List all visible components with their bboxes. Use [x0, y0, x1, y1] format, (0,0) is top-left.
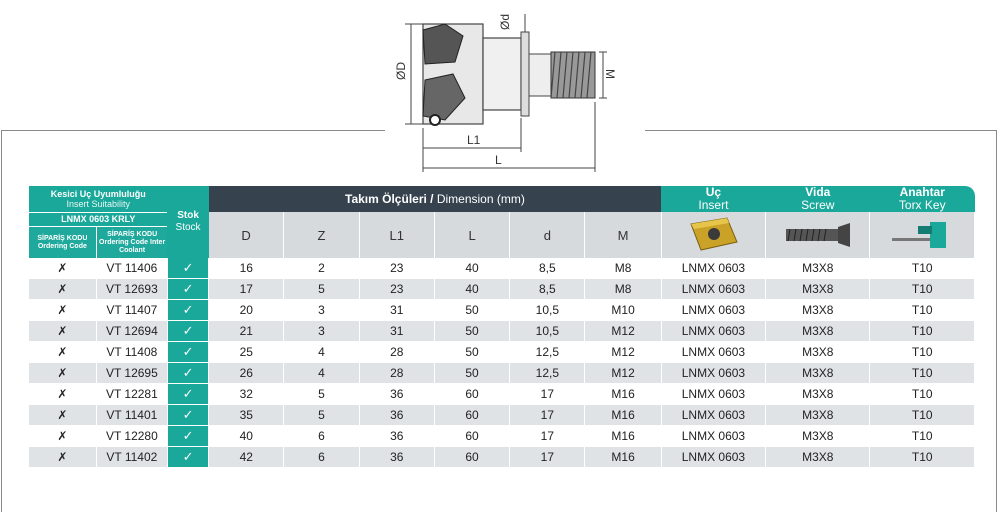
insert-cell: LNMX 0603	[661, 363, 765, 384]
d-outer-cell: 32	[209, 384, 284, 405]
stock-cell: ✓	[167, 363, 208, 384]
m-cell: M16	[585, 426, 661, 447]
m-cell: M12	[585, 342, 661, 363]
l1-cell: 36	[359, 405, 434, 426]
screw-cell: M3X8	[766, 363, 870, 384]
z-cell: 2	[284, 258, 359, 279]
l1-cell: 31	[359, 300, 434, 321]
l-cell: 50	[434, 363, 509, 384]
z-cell: 5	[284, 405, 359, 426]
stock-cell: ✓	[167, 384, 208, 405]
table-row	[29, 342, 975, 363]
l-cell: 60	[434, 384, 509, 405]
z-cell: 4	[284, 363, 359, 384]
ordering-code-cell: VT 12695	[96, 363, 167, 384]
l-cell: 50	[434, 321, 509, 342]
d-outer-cell: 40	[209, 426, 284, 447]
stock-cell: ✓	[167, 279, 208, 300]
z-cell: 3	[284, 321, 359, 342]
table-row	[29, 447, 975, 468]
key-cell: T10	[870, 300, 975, 321]
screw-cell: M3X8	[766, 300, 870, 321]
col-d-shank: d	[510, 212, 585, 258]
ordering-code-coolant-header: SİPARİŞ KODU Ordering Code Inter Coolant	[96, 227, 167, 258]
d-shank-cell: 12,5	[510, 363, 585, 384]
insert-cell: LNMX 0603	[661, 426, 765, 447]
table-row	[29, 300, 975, 321]
screw-cell: M3X8	[766, 384, 870, 405]
z-cell: 5	[284, 384, 359, 405]
spec-table	[29, 186, 975, 468]
ordering-code-cell: VT 12280	[96, 426, 167, 447]
d-outer-cell: 26	[209, 363, 284, 384]
insert-suit-cell: ✗	[29, 258, 96, 279]
d-shank-cell: 10,5	[510, 321, 585, 342]
l1-cell: 36	[359, 426, 434, 447]
l1-cell: 28	[359, 342, 434, 363]
insert-cell: LNMX 0603	[661, 279, 765, 300]
l1-cell: 36	[359, 447, 434, 468]
insert-suit-cell: ✗	[29, 342, 96, 363]
d-shank-cell: 8,5	[510, 258, 585, 279]
tool-drawing-svg	[385, 2, 645, 178]
insert-cell: LNMX 0603	[661, 321, 765, 342]
ordering-code-cell: VT 12694	[96, 321, 167, 342]
key-cell: T10	[870, 279, 975, 300]
insert-suit-cell: ✗	[29, 426, 96, 447]
dimension-header: Takım Ölçüleri / Dimension (mm)	[209, 186, 662, 212]
key-header: Anahtar Torx Key	[870, 186, 975, 212]
l1-cell: 36	[359, 384, 434, 405]
torx-key-icon	[882, 216, 962, 252]
insert-icon	[683, 214, 743, 254]
l1-cell: 28	[359, 363, 434, 384]
l1-cell: 23	[359, 258, 434, 279]
z-cell: 3	[284, 300, 359, 321]
key-cell: T10	[870, 258, 975, 279]
m-cell: M12	[585, 363, 661, 384]
insert-cell: LNMX 0603	[661, 405, 765, 426]
torx-key-image	[870, 212, 975, 258]
table-row	[29, 384, 975, 405]
col-l1: L1	[359, 212, 434, 258]
d-outer-cell: 42	[209, 447, 284, 468]
z-cell: 5	[284, 279, 359, 300]
screw-cell: M3X8	[766, 426, 870, 447]
ordering-code-cell: VT 11408	[96, 342, 167, 363]
d-shank-cell: 17	[510, 384, 585, 405]
screw-cell: M3X8	[766, 321, 870, 342]
l-cell: 60	[434, 447, 509, 468]
m-cell: M16	[585, 405, 661, 426]
table-row	[29, 321, 975, 342]
insert-suit-cell: ✗	[29, 447, 96, 468]
label-m: M	[603, 69, 617, 79]
stock-cell: ✓	[167, 447, 208, 468]
insert-cell: LNMX 0603	[661, 258, 765, 279]
label-l: L	[495, 153, 502, 167]
insert-suit-cell: ✗	[29, 363, 96, 384]
table-row	[29, 426, 975, 447]
tool-drawing	[385, 2, 645, 178]
l1-cell: 23	[359, 279, 434, 300]
ordering-code-cell: VT 11402	[96, 447, 167, 468]
col-l: L	[434, 212, 509, 258]
ordering-code-cell: VT 12693	[96, 279, 167, 300]
z-cell: 6	[284, 426, 359, 447]
d-outer-cell: 20	[209, 300, 284, 321]
screw-cell: M3X8	[766, 258, 870, 279]
screw-cell: M3X8	[766, 447, 870, 468]
key-cell: T10	[870, 405, 975, 426]
insert-image	[661, 212, 765, 258]
insert-cell: LNMX 0603	[661, 447, 765, 468]
col-m: M	[585, 212, 661, 258]
table-row	[29, 405, 975, 426]
d-shank-cell: 17	[510, 447, 585, 468]
insert-cell: LNMX 0603	[661, 384, 765, 405]
ordering-code-cell: VT 11401	[96, 405, 167, 426]
label-d-shank: Ød	[498, 13, 512, 30]
d-outer-cell: 35	[209, 405, 284, 426]
insert-suitability-header: Kesici Uç Uyumluluğu Insert Suitability	[29, 186, 167, 212]
z-cell: 4	[284, 342, 359, 363]
stock-cell: ✓	[167, 258, 208, 279]
col-d-outer: D	[209, 212, 284, 258]
ordering-code-cell: VT 11407	[96, 300, 167, 321]
d-shank-cell: 8,5	[510, 279, 585, 300]
stock-cell: ✓	[167, 405, 208, 426]
screw-image	[766, 212, 870, 258]
stock-cell: ✓	[167, 342, 208, 363]
key-cell: T10	[870, 342, 975, 363]
screw-icon	[778, 219, 858, 249]
label-l1: L1	[467, 133, 481, 147]
l-cell: 50	[434, 342, 509, 363]
screw-cell: M3X8	[766, 405, 870, 426]
d-shank-cell: 17	[510, 405, 585, 426]
insert-suit-cell: ✗	[29, 405, 96, 426]
m-cell: M12	[585, 321, 661, 342]
d-outer-cell: 25	[209, 342, 284, 363]
stock-cell: ✓	[167, 321, 208, 342]
col-z: Z	[284, 212, 359, 258]
key-cell: T10	[870, 384, 975, 405]
insert-suit-cell: ✗	[29, 321, 96, 342]
stock-header: Stok Stock	[167, 186, 208, 258]
table-row	[29, 258, 975, 279]
d-shank-cell: 12,5	[510, 342, 585, 363]
d-outer-cell: 16	[209, 258, 284, 279]
insert-header: Uç Insert	[661, 186, 765, 212]
insert-suit-cell: ✗	[29, 300, 96, 321]
key-cell: T10	[870, 321, 975, 342]
stock-cell: ✓	[167, 300, 208, 321]
screw-header: Vida Screw	[766, 186, 870, 212]
m-cell: M10	[585, 300, 661, 321]
insert-code: LNMX 0603 KRLY	[29, 212, 167, 227]
m-cell: M16	[585, 384, 661, 405]
key-cell: T10	[870, 426, 975, 447]
insert-suit-cell: ✗	[29, 279, 96, 300]
l-cell: 40	[434, 279, 509, 300]
m-cell: M8	[585, 258, 661, 279]
ordering-code-cell: VT 12281	[96, 384, 167, 405]
label-d-outer: ØD	[394, 62, 408, 80]
insert-cell: LNMX 0603	[661, 342, 765, 363]
table-row	[29, 279, 975, 300]
key-cell: T10	[870, 447, 975, 468]
screw-cell: M3X8	[766, 279, 870, 300]
l-cell: 40	[434, 258, 509, 279]
stock-cell: ✓	[167, 426, 208, 447]
table-row	[29, 363, 975, 384]
screw-cell: M3X8	[766, 342, 870, 363]
l-cell: 50	[434, 300, 509, 321]
m-cell: M16	[585, 447, 661, 468]
ordering-code-cell: VT 11406	[96, 258, 167, 279]
d-shank-cell: 10,5	[510, 300, 585, 321]
insert-suit-cell: ✗	[29, 384, 96, 405]
l-cell: 60	[434, 426, 509, 447]
d-outer-cell: 21	[209, 321, 284, 342]
l-cell: 60	[434, 405, 509, 426]
l1-cell: 31	[359, 321, 434, 342]
d-shank-cell: 17	[510, 426, 585, 447]
z-cell: 6	[284, 447, 359, 468]
key-cell: T10	[870, 363, 975, 384]
m-cell: M8	[585, 279, 661, 300]
insert-cell: LNMX 0603	[661, 300, 765, 321]
ordering-code-header: SİPARİŞ KODU Ordering Code	[29, 227, 96, 258]
d-outer-cell: 17	[209, 279, 284, 300]
